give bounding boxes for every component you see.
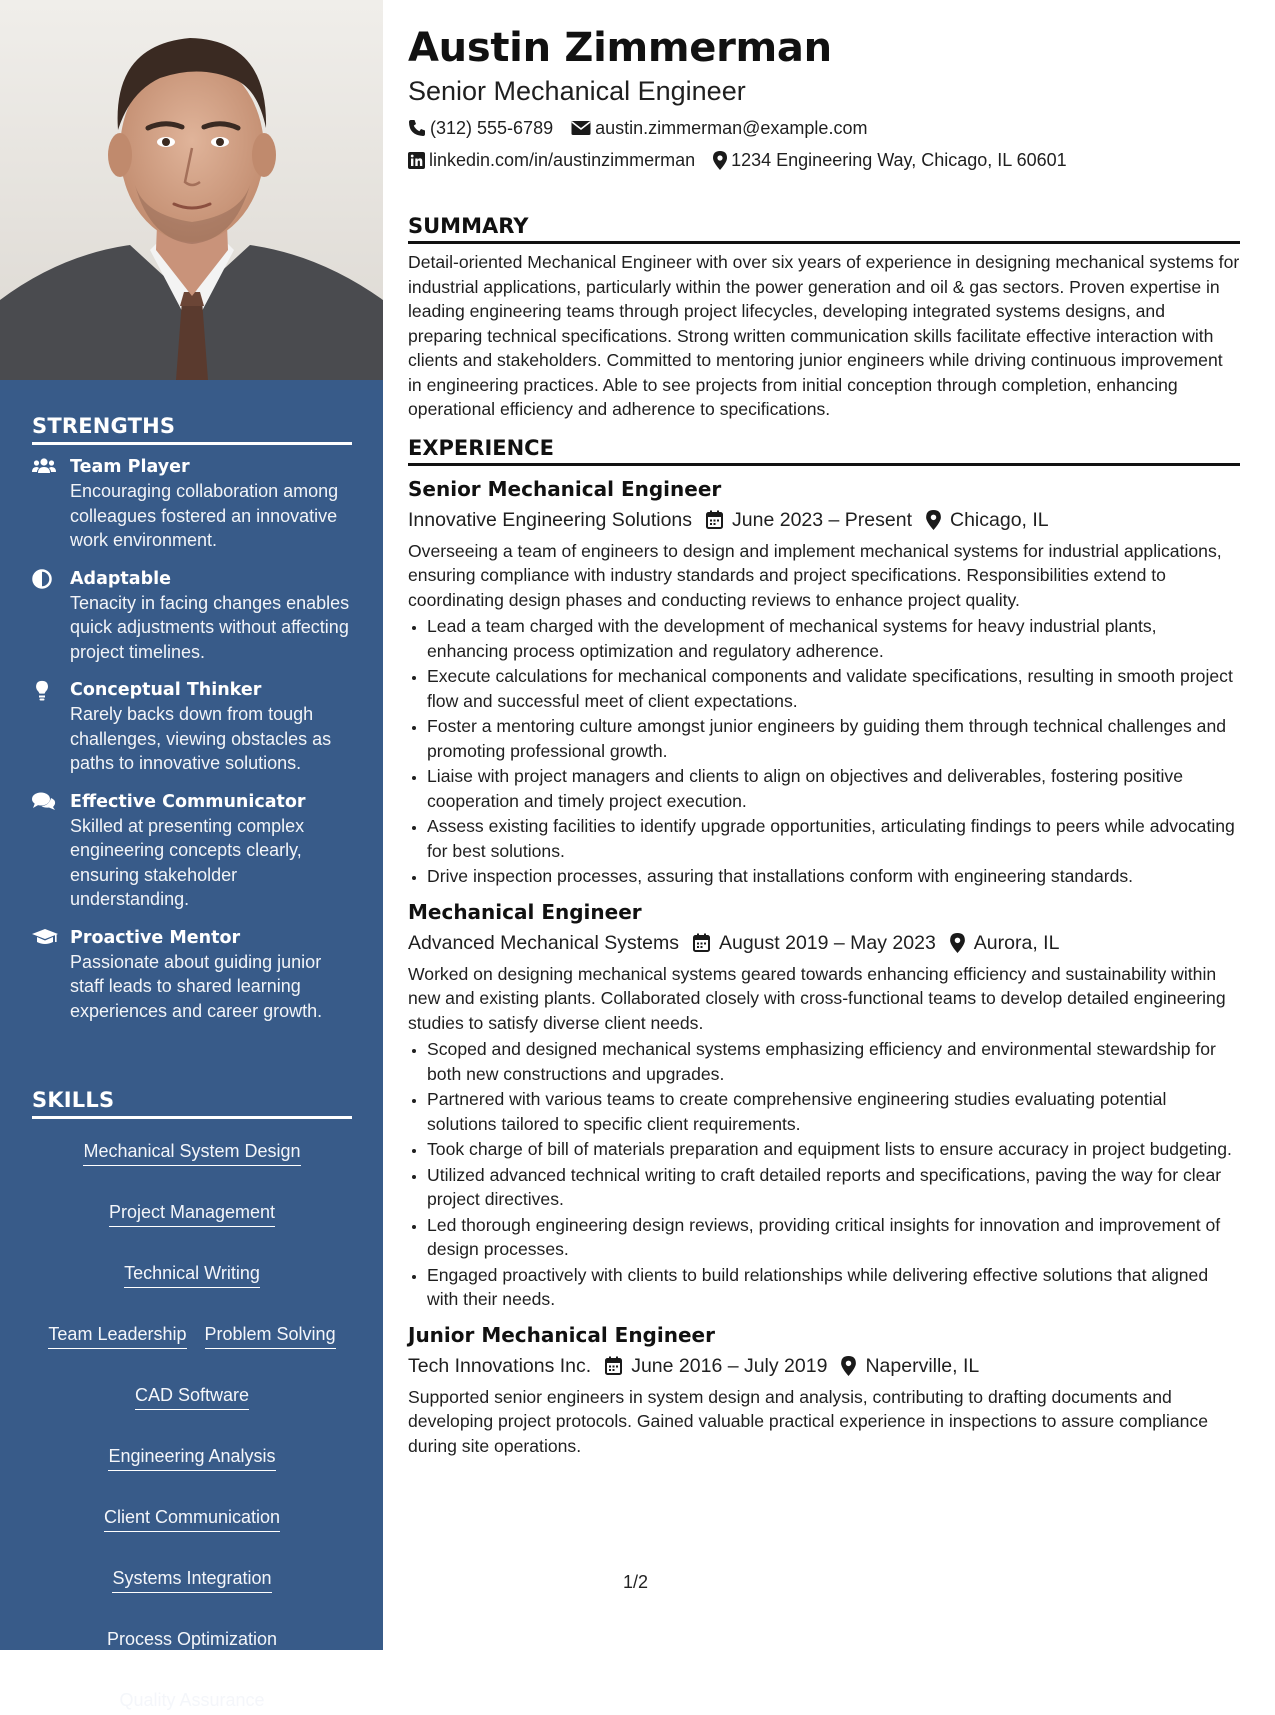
phone-text: (312) 555-6789 (430, 118, 554, 138)
strength-title: Conceptual Thinker (70, 680, 262, 700)
strength-title: Team Player (70, 457, 190, 477)
job-location-text: Chicago, IL (950, 508, 1049, 531)
skills-title: SKILLS (32, 1088, 352, 1119)
experience-title: EXPERIENCE (408, 436, 1240, 466)
skill-tag: Client Communication (104, 1505, 280, 1532)
job-title: Mechanical Engineer (408, 899, 642, 924)
strength-desc: Rarely backs down from tough challenges, viewing obstacles as paths to innovative solutions. (70, 704, 332, 773)
job-location-text: Aurora, IL (973, 931, 1060, 954)
email-text: austin.zimmerman@example.com (595, 118, 868, 138)
job-dates-text: June 2016 – July 2019 (631, 1354, 828, 1377)
job-company-text: Tech Innovations Inc. (408, 1354, 592, 1377)
job-bullet: • Scoped and designed mechanical systems emphasizing efficiency and environmental stewardship for both new constructions and upgrades. (427, 1037, 1240, 1086)
main-content (408, 22, 1240, 1458)
skill-tag: Process Optimization (107, 1627, 277, 1654)
job-description: Worked on designing mechanical systems geared towards enhancing efficiency and sustainability within new and existing plants. Collaborated closely with cross-functional teams to develop detailed engineering studies to satisfy diverse client needs. (408, 963, 1226, 1033)
job-location (950, 927, 1060, 959)
phone-contact[interactable] (408, 112, 553, 144)
skill-tag: Quality Assurance (119, 1688, 264, 1715)
job-company-text: Advanced Mechanical Systems (408, 931, 679, 954)
job-bullet: • Led thorough engineering design reviews, providing critical insights for innovation and improvement of design processes. (427, 1213, 1240, 1262)
job-entry (408, 474, 1240, 889)
job-bullet: • Partnered with various teams to create comprehensive engineering studies evaluating potential solutions tailored to specific client requirements. (427, 1087, 1240, 1136)
map-marker-icon (713, 151, 727, 170)
skill-tag: Mechanical System Design (83, 1139, 300, 1166)
skill-tag: Technical Writing (124, 1261, 260, 1288)
job-title: Junior Mechanical Engineer (408, 1322, 715, 1347)
profile-photo (0, 0, 383, 380)
page-number: 1/2 (623, 1572, 649, 1592)
job-bullets (408, 614, 1240, 889)
strengths-section (32, 414, 352, 1023)
strength-desc: Passionate about guiding junior staff leads to shared learning experiences and career growth. (70, 951, 323, 1021)
skill-tag: Team Leadership (48, 1322, 186, 1349)
address-text: 1234 Engineering Way, Chicago, IL 60601 (731, 150, 1067, 170)
candidate-name: Austin Zimmerman (408, 25, 832, 71)
skill-tag: CAD Software (135, 1383, 249, 1410)
linkedin-icon (408, 152, 425, 169)
job-bullet: • Engaged proactively with clients to build relationships while delivering effective solutions that aligned with their needs. (427, 1263, 1240, 1312)
linkedin-contact[interactable] (408, 144, 695, 176)
address-contact (713, 144, 1067, 176)
job-entry (408, 897, 1240, 1312)
summary-section (408, 214, 1240, 422)
lightbulb-icon (32, 678, 70, 776)
job-bullet: • Utilized advanced technical writing to craft detailed reports and specifications, paving the way for clear project directives. (427, 1163, 1240, 1212)
skills-section (32, 1088, 352, 1715)
calendar-icon (693, 933, 710, 952)
job-bullet: • Foster a mentoring culture amongst junior engineers by guiding them through technical challenges and promoting professional growth. (427, 714, 1240, 763)
experience-section (408, 436, 1240, 1459)
skill-tag: Project Management (109, 1200, 275, 1227)
job-bullet: • Drive inspection processes, assuring that installations conform with engineering standards. (427, 864, 1240, 889)
job-location (841, 1350, 979, 1382)
email-contact[interactable] (571, 112, 867, 144)
comments-icon (32, 790, 70, 912)
summary-title: SUMMARY (408, 214, 1240, 244)
job-entry (408, 1320, 1240, 1459)
job-bullet: • Took charge of bill of materials preparation and equipment lists to ensure accuracy in project budgeting. (427, 1137, 1240, 1162)
job-company (408, 927, 679, 959)
strengths-title: STRENGTHS (32, 414, 352, 445)
strength-item (32, 926, 352, 1024)
job-company-text: Innovative Engineering Solutions (408, 508, 693, 531)
job-dates (693, 927, 936, 959)
linkedin-text: linkedin.com/in/austinzimmerman (429, 150, 696, 170)
strength-title: Effective Communicator (70, 791, 306, 812)
job-dates (706, 504, 912, 536)
job-description: Supported senior engineers in system design and analysis, contributing to drafting documents and developing project protocols. Gained valuable practical experience in inspections to assure compliance during site operations. (408, 1386, 1209, 1456)
strength-desc: Skilled at presenting complex engineering concepts clearly, ensuring stakeholder understanding. (70, 815, 305, 909)
calendar-icon (605, 1356, 622, 1375)
envelope-icon (571, 120, 591, 136)
job-company (408, 504, 692, 536)
summary-text: Detail-oriented Mechanical Engineer with over six years of experience in designing mechanical systems for industrial applications, particularly within the power generation and oil & gas sectors. Proven expertise in leading engineering teams through project lifecycles, developing integrated systems designs, and preparing technical specifications. Strong written communication skills facilitate effective interaction with clients and stakeholders. Committed to mentoring junior engineers while driving continuous improvement in engineering practices. Able to see projects from initial conception through completion, enhancing operational efficiency and adherence to specifications. (408, 252, 1240, 419)
strength-desc: Encouraging collaboration among colleagues fostered an innovative work environment. (70, 481, 339, 550)
skills-list (32, 1139, 352, 1715)
job-dates-text: August 2019 – May 2023 (718, 931, 936, 954)
job-meta (408, 1350, 1240, 1382)
job-meta (408, 927, 1240, 959)
strength-item (32, 790, 352, 912)
candidate-headline: Senior Mechanical Engineer (408, 76, 746, 106)
users-icon (32, 455, 70, 553)
job-meta (408, 504, 1240, 536)
contact-row (408, 144, 1240, 176)
map-marker-icon (950, 933, 965, 953)
strength-title: Adaptable (70, 568, 171, 589)
job-dates (605, 1350, 827, 1382)
phone-icon (408, 119, 426, 137)
map-marker-icon (926, 510, 941, 530)
skill-tag: Engineering Analysis (108, 1444, 275, 1471)
contact-row (408, 112, 1240, 144)
job-description: Overseeing a team of engineers to design and implement mechanical systems for industrial applications, ensuring compliance with industry standards and project specifications. Responsibilities extend to coordinating design phases and conducting reviews to enhance project quality. (408, 540, 1222, 610)
job-bullets (408, 1037, 1240, 1312)
adjust-icon (32, 567, 70, 665)
job-company (408, 1350, 591, 1382)
job-location (926, 504, 1049, 536)
strength-item (32, 455, 352, 553)
skill-tag: Problem Solving (205, 1322, 336, 1349)
job-bullet: • Liaise with project managers and clients to align on objectives and deliverables, fostering positive cooperation and timely project execution. (427, 764, 1240, 813)
job-dates-text: June 2023 – Present (732, 508, 912, 531)
job-location-text: Naperville, IL (865, 1354, 980, 1377)
strength-title: Proactive Mentor (70, 927, 241, 948)
strength-item (32, 567, 352, 665)
job-title: Senior Mechanical Engineer (408, 476, 722, 501)
calendar-icon (706, 510, 723, 529)
skill-tag: Systems Integration (112, 1566, 271, 1593)
strength-desc: Tenacity in facing changes enables quick adjustments without affecting project timelines. (70, 592, 350, 662)
strength-item (32, 678, 352, 776)
map-marker-icon (841, 1356, 856, 1376)
graduation-cap-icon (32, 926, 70, 1024)
job-bullet: • Lead a team charged with the development of mechanical systems for heavy industrial plants, enhancing process optimization and regulatory adherence. (427, 614, 1240, 663)
sidebar (0, 0, 383, 1710)
job-bullet: • Assess existing facilities to identify upgrade opportunities, articulating findings to peers while advocating for best solutions. (427, 814, 1240, 863)
job-bullet: • Execute calculations for mechanical components and validate specifications, resulting in smooth project flow and successful meet of client expectations. (427, 664, 1240, 713)
profile-photo-image (0, 0, 383, 380)
